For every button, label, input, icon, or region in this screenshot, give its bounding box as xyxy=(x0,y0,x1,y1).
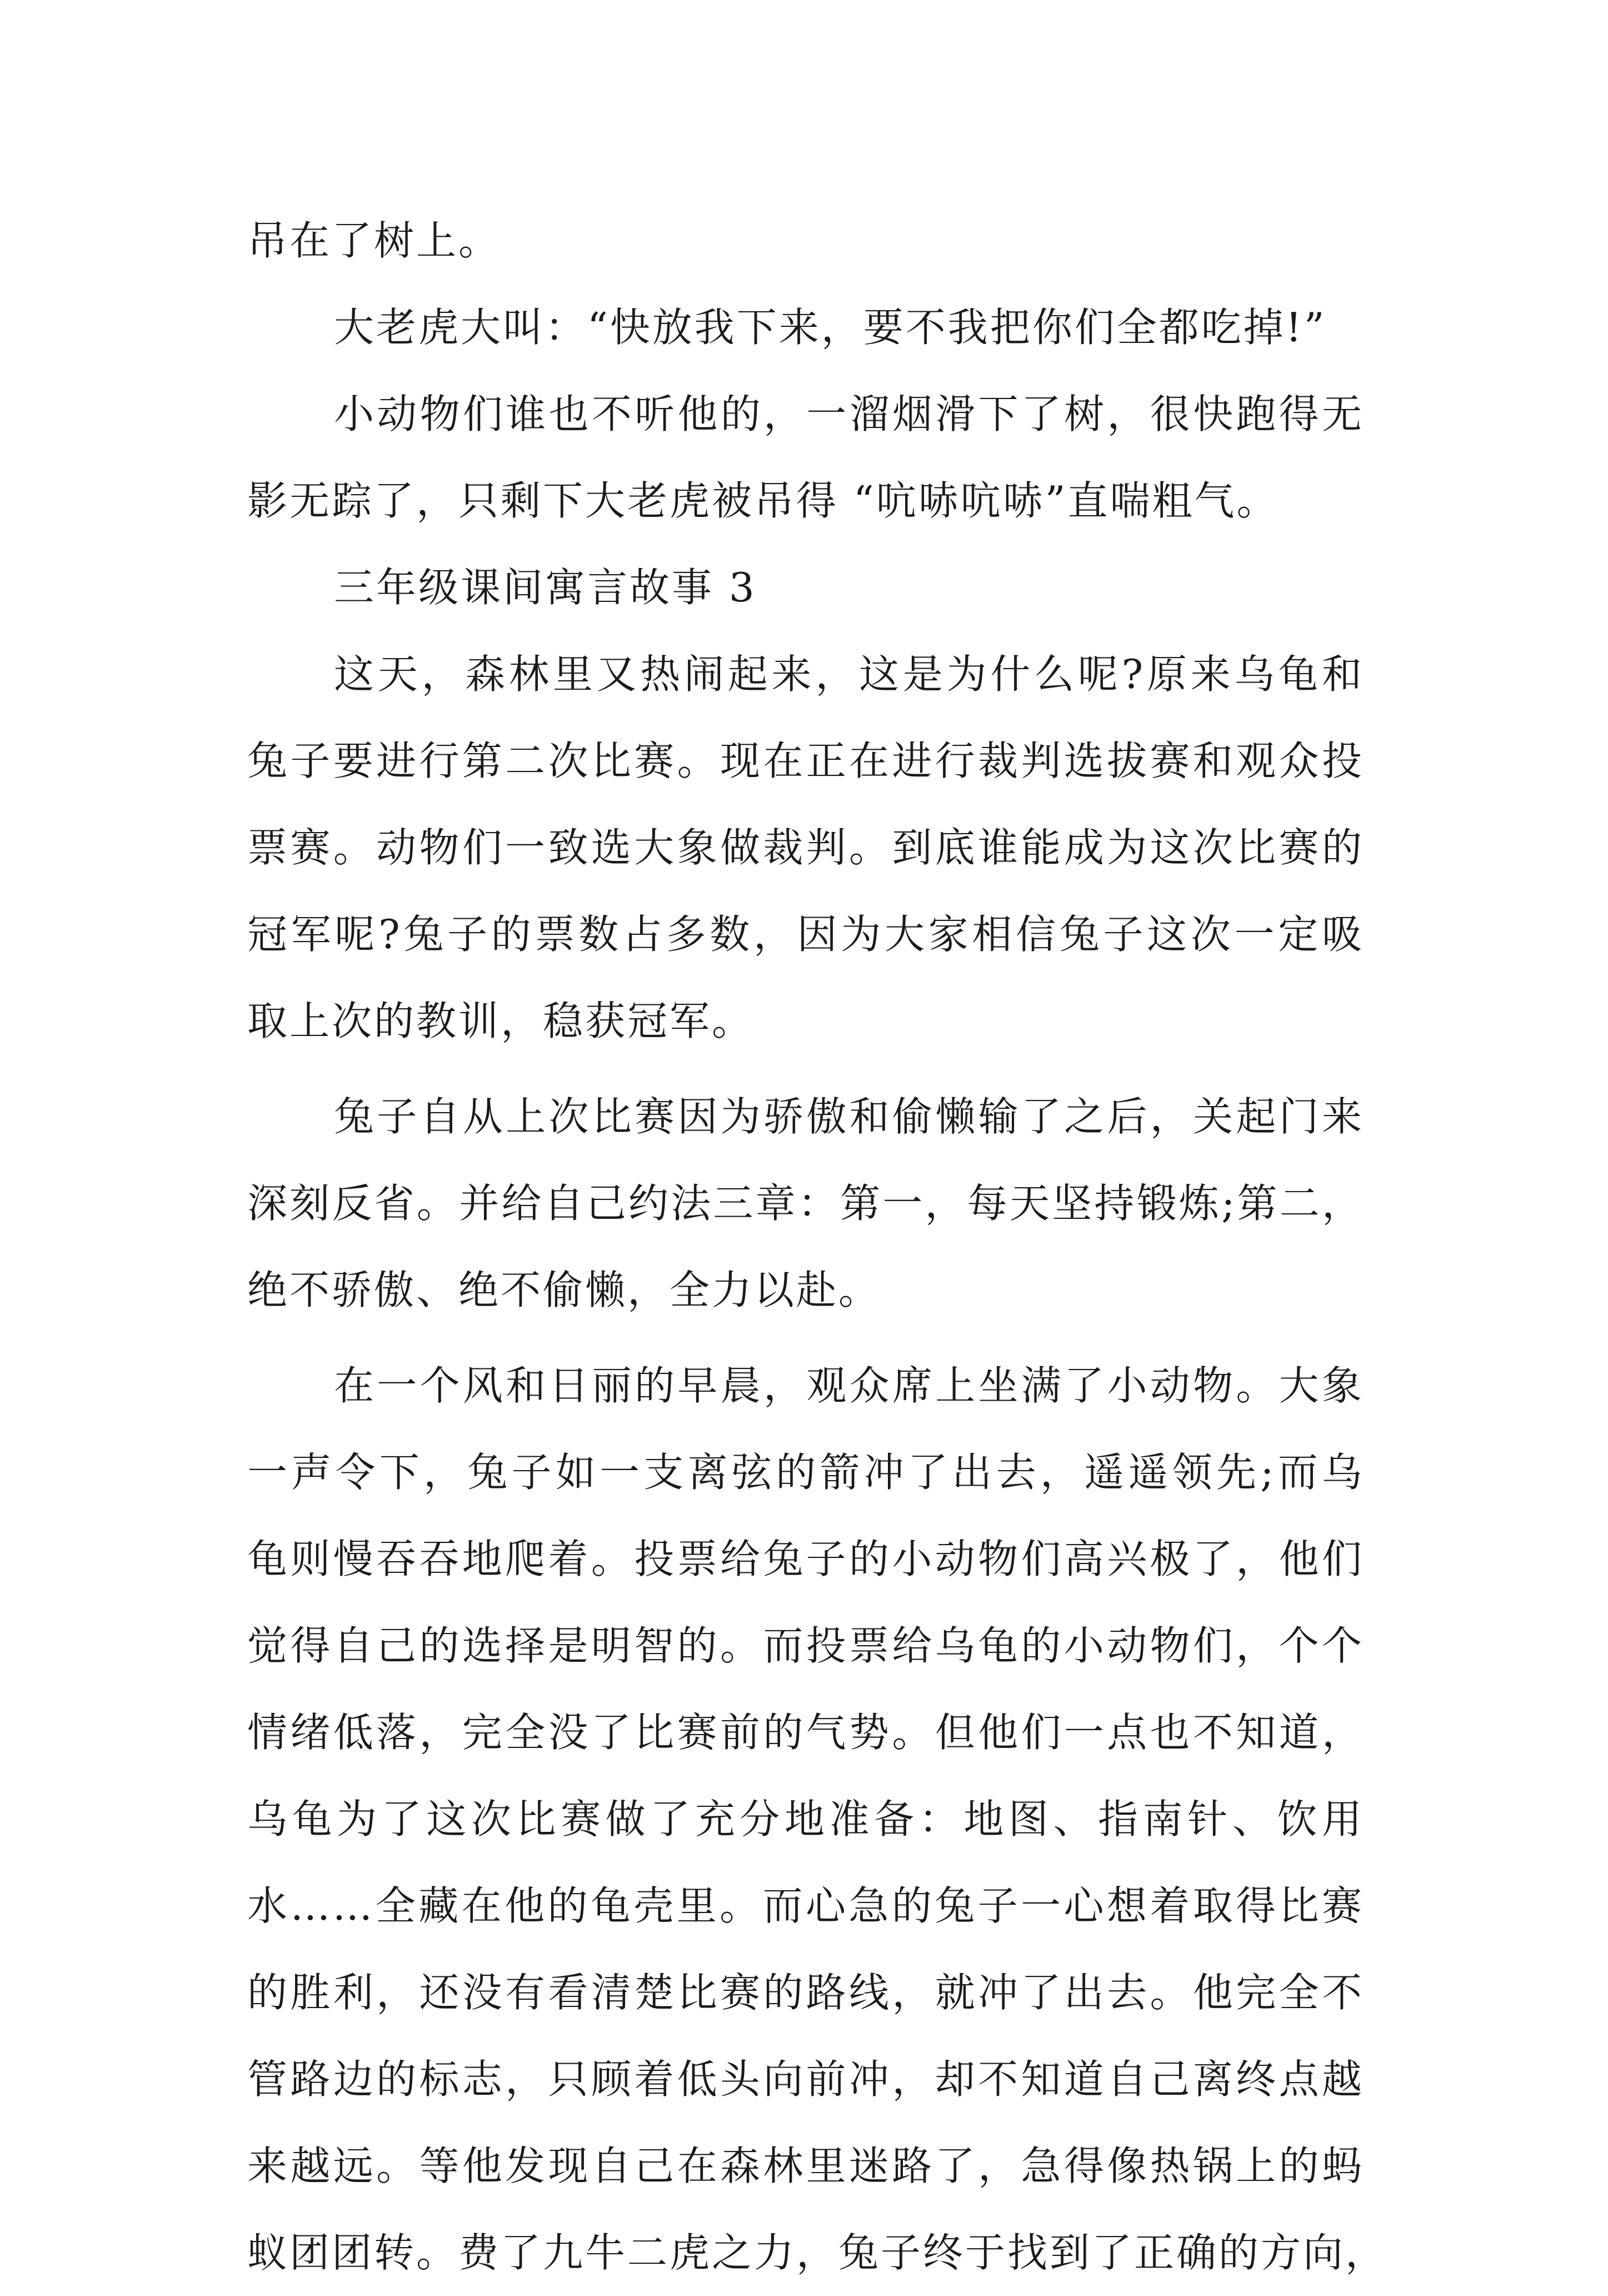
text-line: 这天，森林里又热闹起来，这是为什么呢?原来乌龟和 xyxy=(334,651,1364,698)
section-heading: 三年级课间寓言故事 3 xyxy=(334,564,757,611)
text-line: 小动物们谁也不听他的，一溜烟滑下了树，很快跑得无 xyxy=(334,391,1364,437)
text-line: 冠军呢?兔子的票数占多数，因为大家相信兔子这次一定吸 xyxy=(247,911,1364,958)
text-line: 吊在了树上。 xyxy=(247,217,501,264)
text-line: 觉得自己的选择是明智的。而投票给乌龟的小动物们，个个 xyxy=(247,1622,1364,1669)
text-line: 情绪低落，完全没了比赛前的气势。但他们一点也不知道， xyxy=(247,1709,1364,1756)
paragraph-gap xyxy=(247,1064,1364,1073)
text-line: 管路边的标志，只顾着低头向前冲，却不知道自己离终点越 xyxy=(247,2056,1364,2103)
text-line: 深刻反省。并给自己约法三章：第一，每天坚持锻炼;第二， xyxy=(247,1180,1364,1227)
text-line: 一声令下，兔子如一支离弦的箭冲了出去，遥遥领先;而乌 xyxy=(247,1449,1364,1496)
text-line: 乌龟为了这次比赛做了充分地准备：地图、指南针、饮用 xyxy=(247,1796,1364,1842)
text-line: 取上次的教训，稳获冠军。 xyxy=(247,998,755,1044)
text-line: 绝不骄傲、绝不偷懒，全力以赴。 xyxy=(247,1267,881,1313)
text-line: 龟则慢吞吞地爬着。投票给兔子的小动物们高兴极了，他们 xyxy=(247,1536,1364,1582)
text-line: 兔子要进行第二次比赛。现在正在进行裁判选拔赛和观众投 xyxy=(247,738,1364,784)
text-line: 兔子自从上次比赛因为骄傲和偷懒输了之后，关起门来 xyxy=(334,1093,1364,1140)
text-line: 的胜利，还没有看清楚比赛的路线，就冲了出去。他完全不 xyxy=(247,1969,1364,2016)
text-line: 票赛。动物们一致选大象做裁判。到底谁能成为这次比赛的 xyxy=(247,824,1364,871)
text-line: 蚁团团转。费了九牛二虎之力，兔子终于找到了正确的方向， xyxy=(247,2229,1388,2276)
story-text xyxy=(247,197,1388,2296)
text-line: 影无踪了，只剩下大老虎被吊得 “吭哧吭哧”直喘粗气。 xyxy=(247,477,1279,524)
paragraph-gap xyxy=(247,1333,1364,1342)
text-line: 来越远。等他发现自己在森林里迷路了，急得像热锅上的蚂 xyxy=(247,2143,1364,2189)
text-line: 在一个风和日丽的早晨，观众席上坐满了小动物。大象 xyxy=(334,1362,1364,1409)
text-line: 水……全藏在他的龟壳里。而心急的兔子一心想着取得比赛 xyxy=(247,1882,1364,1929)
text-line: 大老虎大叫：“快放我下来，要不我把你们全都吃掉!” xyxy=(334,304,1327,351)
